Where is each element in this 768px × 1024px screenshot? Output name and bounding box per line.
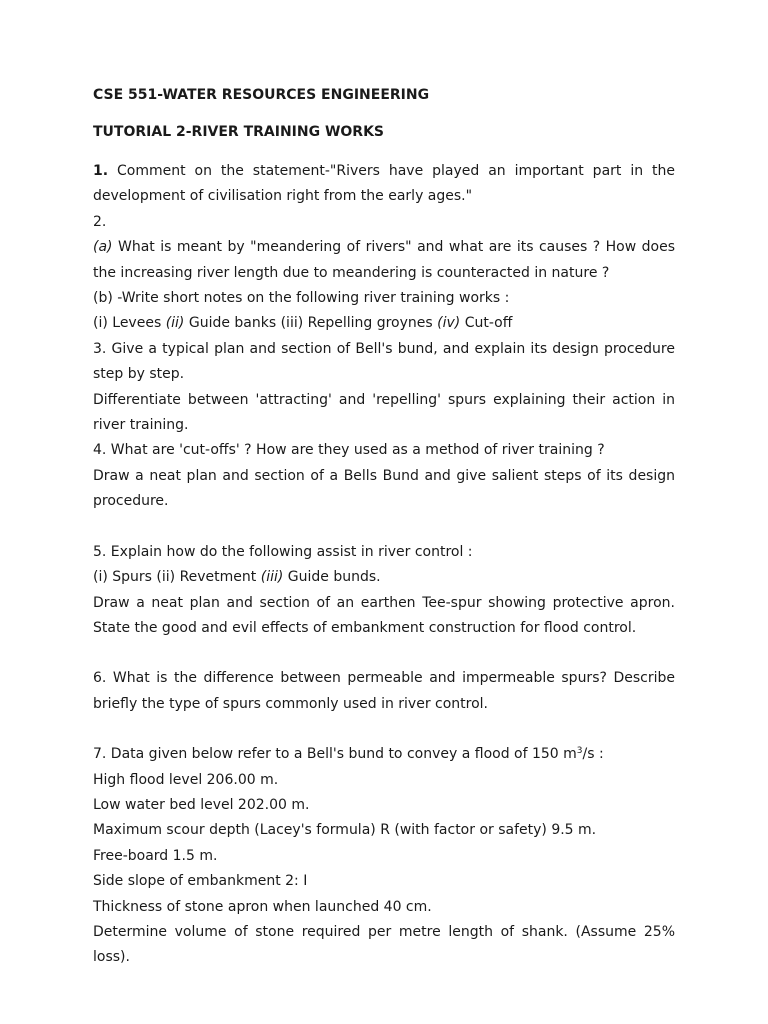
question-2a-label: (a) xyxy=(93,239,113,256)
question-7-text: 7. Data given below refer to a Bell's bund to convey a flood of 150 m xyxy=(93,746,577,763)
question-7-text-end: /s : xyxy=(582,746,604,763)
question-2b-item-text: (i) Levees xyxy=(93,315,166,332)
question-5-item-text: Guide bunds. xyxy=(283,569,381,586)
question-7-line: Determine volume of stone required per metre length of shank. (Assume 25% loss). xyxy=(93,923,675,966)
tutorial-title: TUTORIAL 2-RIVER TRAINING WORKS xyxy=(93,124,385,140)
question-3-extra: Differentiate between 'attracting' and 'repelling' spurs explaining their action in river training. xyxy=(93,391,675,434)
question-4: 4. What are 'cut-offs' ? How are they used as a method of river training ? xyxy=(93,442,605,459)
question-2a-text: What is meant by "meandering of rivers" and what are its causes ? How does the increasing river length due to meandering is counteracted in nature ? xyxy=(93,239,675,281)
question-1-text: Comment on the statement-"Rivers have played an important part in the development of civilisation right from the early ages." xyxy=(93,163,675,205)
question-2b-item-italic: (ii) xyxy=(165,315,185,332)
spacer xyxy=(93,515,675,540)
spacer xyxy=(93,641,675,666)
question-1 xyxy=(93,159,675,210)
question-3: 3. Give a typical plan and section of Bell's bund, and explain its design procedure step by step. xyxy=(93,340,675,383)
question-2b-item-text: Guide banks (iii) Repelling groynes xyxy=(184,315,438,332)
question-2b-item-text: Cut-off xyxy=(460,315,513,332)
course-title: CSE 551-WATER RESOURCES ENGINEERING xyxy=(93,87,430,103)
question-2-number: 2. xyxy=(93,213,107,230)
spacer xyxy=(93,717,675,742)
question-7-superscript: 3 xyxy=(576,746,583,757)
question-5: 5. Explain how do the following assist in river control : xyxy=(93,543,473,560)
question-7-line: Free-board 1.5 m. xyxy=(93,847,218,864)
question-7-line: Low water bed level 202.00 m. xyxy=(93,796,310,813)
question-2b-item-italic: (iv) xyxy=(437,315,461,332)
question-2b-items xyxy=(93,311,675,336)
question-2b: (b) -Write short notes on the following river training works : xyxy=(93,290,510,307)
question-5-items xyxy=(93,565,675,590)
question-6: 6. What is the difference between permeable and impermeable spurs? Describe briefly the type of spurs commonly used in river control. xyxy=(93,670,675,712)
question-5-item-text: (i) Spurs (ii) Revetment xyxy=(93,569,261,586)
question-5-extra: Draw a neat plan and section of an earthen Tee-spur showing protective apron. State the good and evil effects of embankment construction for flood control. xyxy=(93,594,675,636)
question-7-line: Side slope of embankment 2: I xyxy=(93,873,308,890)
question-1-number: 1. xyxy=(93,163,109,179)
question-7-line: Thickness of stone apron when launched 40 cm. xyxy=(93,898,432,915)
question-7-line: High flood level 206.00 m. xyxy=(93,771,279,788)
question-5-item-italic: (iii) xyxy=(260,569,284,586)
question-7 xyxy=(93,742,675,767)
question-2a xyxy=(93,235,675,286)
question-4-extra: Draw a neat plan and section of a Bells Bund and give salient steps of its design procedure. xyxy=(93,467,675,510)
question-7-line: Maximum scour depth (Lacey's formula) R (with factor or safety) 9.5 m. xyxy=(93,822,597,839)
document-content xyxy=(93,84,675,971)
